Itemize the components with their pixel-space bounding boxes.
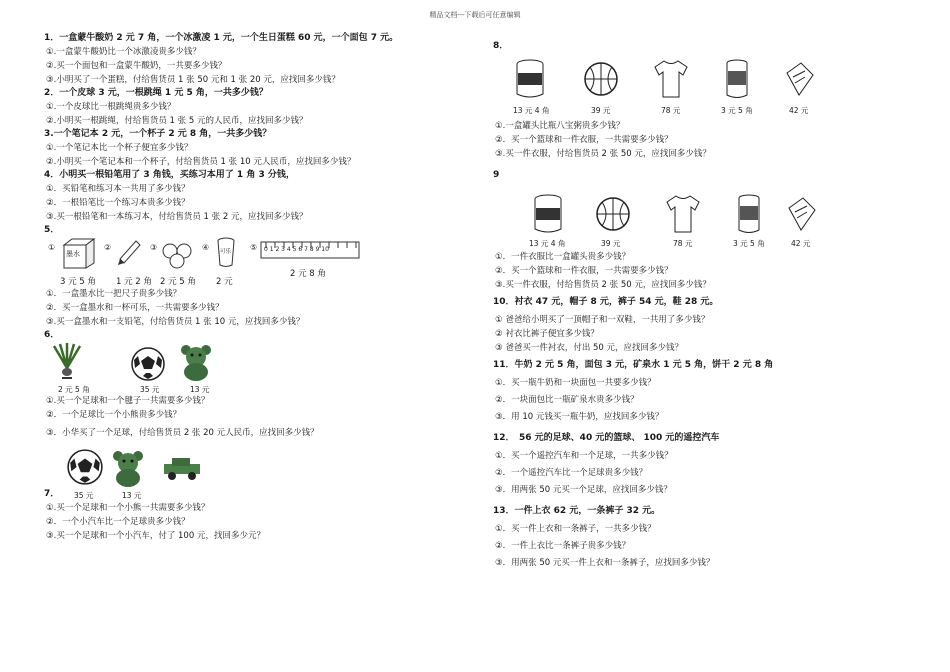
price-label: 13 元 bbox=[190, 385, 210, 394]
question-item: ③.小明买了一个蛋糕，付给售货员 1 张 50 元和 1 张 20 元，应找回多少钱？ bbox=[46, 75, 340, 85]
cola-label: 可乐 bbox=[220, 249, 232, 255]
circled-number: ② bbox=[104, 243, 112, 252]
question-item: ①.一个皮球比一根跳绳贵多少钱？ bbox=[46, 102, 176, 112]
question-title: 9 bbox=[493, 170, 500, 180]
price-label: 39 元 bbox=[591, 106, 611, 115]
question-item: ③．用两张 50 元买一件上衣和一条裤子，应找回多少钱？ bbox=[495, 558, 715, 568]
question-title: 4．小明买一根铅笔用了 3 角钱，买练习本用了 1 角 3 分钱， bbox=[44, 170, 295, 180]
ink-label: 墨水 bbox=[66, 250, 80, 258]
question-item: ①．买一个遥控汽车和一个足球，一共多少钱？ bbox=[495, 451, 673, 461]
question-item: ②．买一个篮球和一件衣服，一共需要多少钱？ bbox=[495, 135, 673, 145]
question-title: 5． bbox=[44, 225, 60, 235]
question-title: 3.一个笔记本 2 元，一个杯子 2 元 8 角，一共多少钱？ bbox=[44, 129, 272, 139]
price-label: 42 元 bbox=[791, 239, 811, 248]
question-item: ②．一块面包比一瓶矿泉水贵多少钱？ bbox=[495, 395, 639, 405]
question-item: ① 爸爸给小明买了一顶帽子和一双鞋，一共用了多少钱？ bbox=[495, 315, 710, 325]
toy-pictures bbox=[44, 342, 484, 394]
question-item: ②.小明买一个笔记本和一个杯子，付给售货员 1 张 10 元人民币，应找回多少钱？ bbox=[46, 157, 356, 167]
price-label: 13 元 bbox=[122, 491, 142, 500]
question-item: ②.买一个面包和一盒蒙牛酸奶，一共要多少钱？ bbox=[46, 61, 227, 71]
question-item: ①．一盒墨水比一把尺子贵多少钱？ bbox=[46, 289, 182, 299]
price-label: 35 元 bbox=[140, 385, 160, 394]
basketball-icon bbox=[583, 61, 619, 97]
circled-number: ④ bbox=[202, 243, 210, 252]
price-label: 35 元 bbox=[74, 491, 94, 500]
question-title: 10．衬衣 47 元，帽子 8 元，裤子 54 元，鞋 28 元。 bbox=[493, 297, 719, 307]
question-title: 8． bbox=[493, 41, 509, 51]
question-item: ②．一个遥控汽车比一个足球贵多少钱？ bbox=[495, 468, 648, 478]
question-item: ①．一件衣服比一盒罐头贵多少钱？ bbox=[495, 252, 631, 262]
price-label: 2 元 8 角 bbox=[290, 269, 326, 279]
question-title: 7． bbox=[44, 489, 60, 499]
price-label: 78 元 bbox=[661, 106, 681, 115]
shirt-icon bbox=[651, 59, 691, 99]
question-item: ①.一盒罐头比瓶八宝粥贵多少钱？ bbox=[495, 121, 625, 131]
question-item: ②．一个足球比一个小熊贵多少钱？ bbox=[46, 410, 182, 420]
question-item: ②．买一盒墨水和一杯可乐，一共需要多少钱？ bbox=[46, 303, 224, 313]
question-item: ①.买一个足球和一个毽子一共需要多少钱？ bbox=[46, 396, 210, 406]
question-item: ③．小华买了一个足球，付给售货员 2 张 20 元人民币，应找回多少钱？ bbox=[46, 428, 319, 438]
goods-pictures-2 bbox=[493, 194, 933, 250]
question-item: ③ 爸爸买一件衬衣，付出 50 元，应找回多少钱？ bbox=[495, 343, 684, 353]
question-item: ①．买一瓶牛奶和一块面包一共要多少钱？ bbox=[495, 378, 656, 388]
goods-pictures bbox=[493, 59, 933, 115]
question-item: ①.一盒蒙牛酸奶比一个冰激凌贵多少钱？ bbox=[46, 47, 201, 57]
ruler-numbers: 0 1 2 3 4 5 6 7 8 9 10 bbox=[264, 246, 329, 253]
shuttlecock-icon bbox=[50, 342, 84, 382]
price-label: 3 元 5 角 bbox=[721, 106, 753, 115]
question-item: ② 衬衣比裤子便宜多少钱？ bbox=[495, 329, 599, 339]
stationery-pictures bbox=[44, 237, 484, 287]
question-item: ③.买一根铅笔和一本练习本，付给售货员 1 张 2 元，应找回多少钱？ bbox=[46, 212, 308, 222]
price-label: 13 元 4 角 bbox=[513, 106, 550, 115]
canned-food-icon bbox=[515, 59, 545, 99]
question-item: ②.小明买一根跳绳，付给售货员 1 张 5 元的人民币，应找回多少钱？ bbox=[46, 116, 308, 126]
question-item: ③.买一盒墨水和一支铅笔，付给售货员 1 张 10 元，应找回多少钱？ bbox=[46, 317, 305, 327]
question-item: ②．买一个篮球和一件衣服，一共需要多少钱？ bbox=[495, 266, 673, 276]
question-item: ①．买铅笔和练习本一共用了多少钱？ bbox=[46, 184, 190, 194]
basketball-icon bbox=[595, 196, 631, 232]
question-item: ③.买一个足球和一个小汽车，付了 100 元，找回多少元？ bbox=[46, 531, 265, 541]
price-label: 3 元 5 角 bbox=[60, 277, 96, 287]
question-title: 13．一件上衣 62 元，一条裤子 32 元。 bbox=[493, 506, 661, 516]
question-item: ②．一个小汽车比一个足球贵多少钱？ bbox=[46, 517, 190, 527]
porridge-can-icon bbox=[737, 194, 761, 234]
shirt-icon bbox=[663, 194, 703, 234]
circled-number: ③ bbox=[150, 243, 158, 252]
question-item: ③.买一件衣服，付给售货员 2 张 50 元，应找回多少钱？ bbox=[495, 280, 711, 290]
question-title: 2．一个皮球 3 元，一根跳绳 1 元 5 角，一共多少钱？ bbox=[44, 88, 268, 98]
price-label: 2 元 5 角 bbox=[160, 277, 196, 287]
price-label: 2 元 bbox=[216, 277, 233, 287]
pencil-icon bbox=[116, 239, 142, 267]
apples-icon bbox=[160, 241, 194, 269]
page-header: 精品文档---下载后可任意编辑 bbox=[429, 11, 521, 19]
price-label: 1 元 2 角 bbox=[116, 277, 152, 287]
left-column bbox=[44, 32, 484, 543]
question-item: ③.买一件衣服，付给售货员 2 张 50 元，应找回多少钱？ bbox=[495, 149, 711, 159]
question-item: ②．一件上衣比一条裤子贵多少钱？ bbox=[495, 541, 631, 551]
circled-number: ① bbox=[48, 243, 56, 252]
question-item: ①．买一件上衣和一条裤子，一共多少钱？ bbox=[495, 524, 656, 534]
question-title: 11．牛奶 2 元 5 角，面包 3 元，矿泉水 1 元 5 角，饼干 2 元 8 角 bbox=[493, 360, 774, 370]
question-item: ③．用 10 元钱买一瓶牛奶，应找回多少钱？ bbox=[495, 412, 664, 422]
box-icon bbox=[787, 196, 817, 232]
price-label: 39 元 bbox=[601, 239, 621, 248]
football-icon bbox=[66, 448, 104, 486]
question-title: 12． 56 元的足球、40 元的篮球、 100 元的遥控汽车 bbox=[493, 433, 720, 443]
right-column bbox=[493, 40, 933, 570]
box-icon bbox=[785, 61, 815, 97]
price-label: 13 元 4 角 bbox=[529, 239, 566, 248]
teddy-bear-icon bbox=[108, 448, 148, 488]
question-item: ①.买一个足球和一个小熊一共需要多少钱？ bbox=[46, 503, 210, 513]
price-label: 78 元 bbox=[673, 239, 693, 248]
canned-food-icon bbox=[533, 194, 563, 234]
circled-number: ⑤ bbox=[250, 243, 258, 252]
toy-car-icon bbox=[162, 456, 202, 482]
price-label: 3 元 5 角 bbox=[733, 239, 765, 248]
question-item: ②．一根铅笔比一个练习本贵多少钱？ bbox=[46, 198, 190, 208]
porridge-can-icon bbox=[725, 59, 749, 99]
teddy-bear-icon bbox=[176, 342, 216, 382]
price-label: 42 元 bbox=[789, 106, 809, 115]
question-item: ③．用两张 50 元买一个足球，应找回多少钱？ bbox=[495, 485, 672, 495]
football-icon bbox=[130, 346, 166, 382]
question-item: ①.一个笔记本比一个杯子便宜多少钱？ bbox=[46, 143, 193, 153]
question-title: 6． bbox=[44, 330, 60, 340]
toy-pictures-2 bbox=[44, 448, 484, 500]
price-label: 2 元 5 角 bbox=[58, 385, 90, 394]
question-title: 1．一盒蒙牛酸奶 2 元 7 角，一个冰激凌 1 元，一个生日蛋糕 60 元，一个面包 7 元。 bbox=[44, 33, 399, 43]
